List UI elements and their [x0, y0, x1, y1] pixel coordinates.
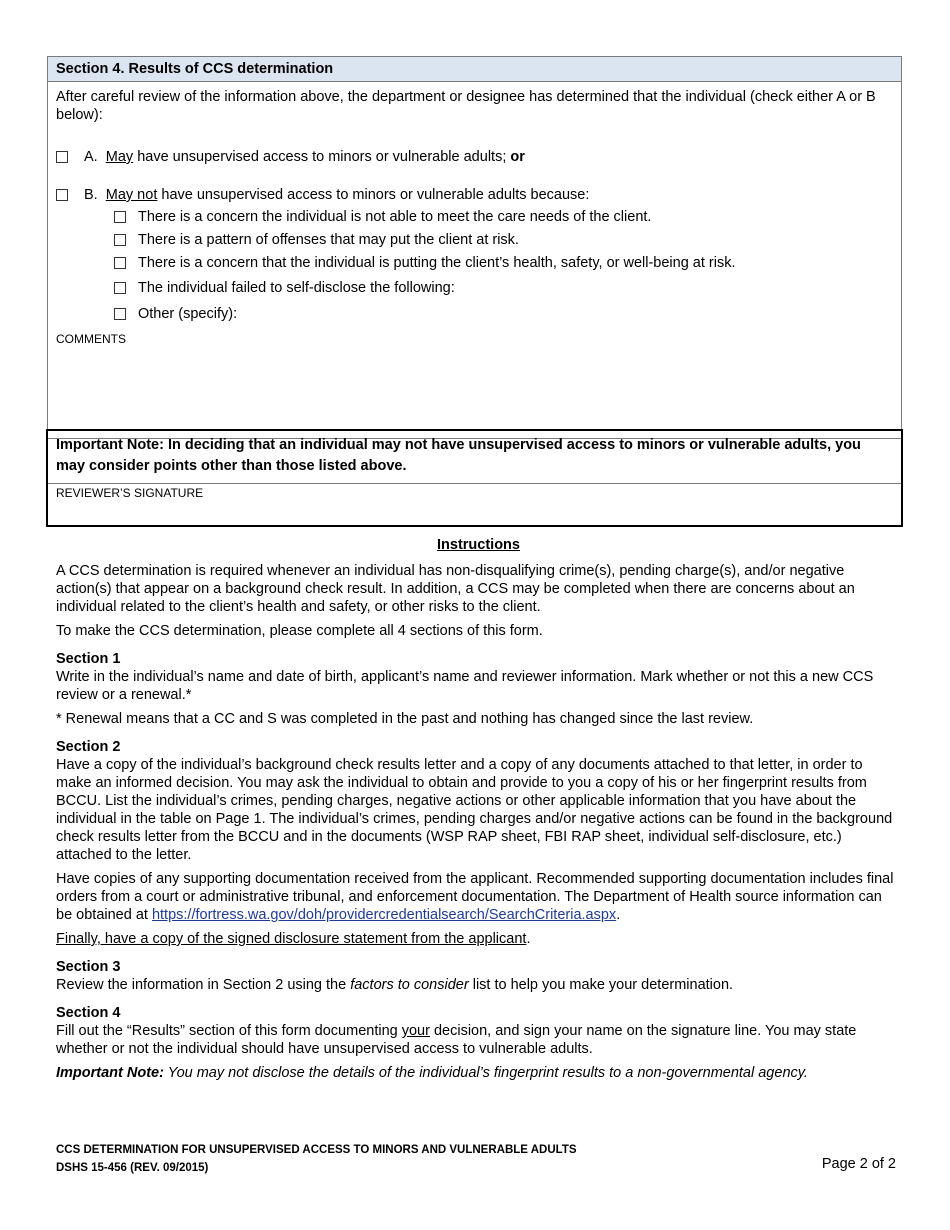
reason-item [114, 254, 736, 272]
reason-checkbox[interactable] [114, 282, 126, 294]
instructions-title: Instructions [437, 537, 520, 553]
section-1-note: * Renewal means that a CC and S was completed in the past and nothing has changed since the last review. [56, 711, 754, 727]
reason-item [114, 208, 651, 226]
reviewer-signature-field[interactable]: REVIEWER’S SIGNATURE [56, 486, 204, 500]
option-a-letter: A. [84, 149, 98, 165]
section-4-body [48, 82, 901, 438]
section-2-final-underlined: Finally, have a copy of the signed disclosure statement from the applicant [56, 931, 527, 947]
reason-label: There is a concern that the individual is putting the client’s health, safety, or well-being at risk. [138, 255, 736, 271]
section-4-text-underlined: your [401, 1023, 430, 1039]
section-4-text-end: decision, and sign your name on the signature line. You may state whether or not the individual should have unsupervised access to vulnerable adults. [56, 1023, 857, 1057]
section-4-note-rest: You may not disclose the details of the individual’s fingerprint results to a non-governmental agency. [163, 1065, 808, 1081]
instructions-p1: A CCS determination is required whenever an individual has non-disqualifying crime(s), pending charge(s), and/or negative action(s) that appear on a background check result. In addition, a CCS may be completed when there are concerns about an individual related to the client’s health and safety, or other risks to the client. [56, 563, 855, 615]
instructions-p2: To make the CCS determination, please complete all 4 sections of this form. [56, 623, 543, 639]
option-b-text: have unsupervised access to minors or vulnerable adults because: [157, 187, 590, 203]
section-2-text2-start: Have copies of any supporting documentation received from the applicant. Recommended supporting documentation includes final orders from a court or administrative tribunal, and enforcement documentation. The Department of Health source information can be obtained at [56, 871, 894, 923]
section-2-text: Have a copy of the individual’s background check results letter and a copy of any documents attached to that letter, in order to make an informed decision. You may ask the individual to obtain and provide to you a copy of his or her fingerprint results from BCCU. List the individual’s crimes, pending charges, negative actions or other applicable information that you have about the individual in the table on Page 1. The individual’s crimes, pending charges and/or negative actions can be found in the background check results letter from the BCCU and in the documents (WSP RAP sheet, FBI RAP sheet, individual self-disclosure, etc.) attached to the letter. [56, 757, 893, 863]
section-1-heading: Section 1 [56, 651, 121, 667]
option-a-checkbox[interactable] [56, 151, 68, 163]
page-footer [56, 1141, 896, 1177]
section-4-intro: After careful review of the information above, the department or designee has determined that the individual (check either A or B below): [56, 89, 876, 123]
section-3-text-start: Review the information in Section 2 using the [56, 977, 351, 993]
section-3-heading: Section 3 [56, 959, 121, 975]
footer-form-title: CCS DETERMINATION FOR UNSUPERVISED ACCESS TO MINORS AND VULNERABLE ADULTS [56, 1144, 577, 1156]
reason-label: The individual failed to self-disclose the following: [138, 280, 455, 296]
instructions [56, 536, 901, 1088]
reason-checkbox[interactable] [114, 257, 126, 269]
footer-form-id: DSHS 15-456 (REV. 09/2015) [56, 1162, 209, 1174]
section-4-results [47, 56, 902, 439]
option-a-or: or [510, 149, 525, 165]
option-b [56, 186, 589, 204]
comments-label: COMMENTS [56, 332, 126, 346]
important-note-box [46, 429, 903, 527]
doh-credential-search-link[interactable]: https://fortress.wa.gov/doh/providercredentialsearch/SearchCriteria.aspx [151, 907, 617, 923]
section-3-text [56, 976, 901, 994]
section-2-text2-end: . [616, 907, 621, 923]
reason-item [114, 305, 237, 323]
section-2-text2 [56, 870, 901, 924]
section-4-text-start: Fill out the “Results” section of this form documenting [56, 1023, 402, 1039]
option-b-underlined: May not [105, 187, 158, 203]
section-4-heading: Section 4 [56, 1005, 121, 1021]
section-4-title: Section 4. Results of CCS determination [48, 57, 901, 82]
reason-item [114, 231, 519, 249]
reason-checkbox[interactable] [114, 211, 126, 223]
page-number: Page 2 of 2 [821, 1156, 896, 1172]
important-note-text: Important Note: In deciding that an individual may not have unsupervised access to minors or vulnerable adults, you may consider points other than those listed above. [48, 431, 901, 484]
option-a-text: have unsupervised access to minors or vulnerable adults; [133, 149, 511, 165]
section-4-note-bold: Important Note: [56, 1065, 164, 1081]
reason-item [114, 279, 455, 297]
section-1-text: Write in the individual’s name and date of birth, applicant’s name and reviewer information. Mark whether or not this a new CCS review or a renewal.* [56, 669, 874, 703]
reason-label: Other (specify): [138, 306, 238, 322]
option-b-checkbox[interactable] [56, 189, 68, 201]
option-a-underlined: May [105, 149, 134, 165]
section-2-heading: Section 2 [56, 739, 121, 755]
option-b-letter: B. [84, 187, 98, 203]
section-3-text-end: list to help you make your determination. [468, 977, 734, 993]
reason-label: There is a concern the individual is not able to meet the care needs of the client. [138, 209, 652, 225]
section-2-final-end: . [526, 931, 531, 947]
section-4-note [56, 1064, 901, 1082]
reason-checkbox[interactable] [114, 234, 126, 246]
section-2-final [56, 930, 901, 948]
reason-checkbox[interactable] [114, 308, 126, 320]
reason-label: There is a pattern of offenses that may put the client at risk. [138, 232, 519, 248]
section-4-text [56, 1022, 901, 1058]
section-3-text-italic: factors to consider [350, 977, 469, 993]
option-a [56, 148, 525, 166]
